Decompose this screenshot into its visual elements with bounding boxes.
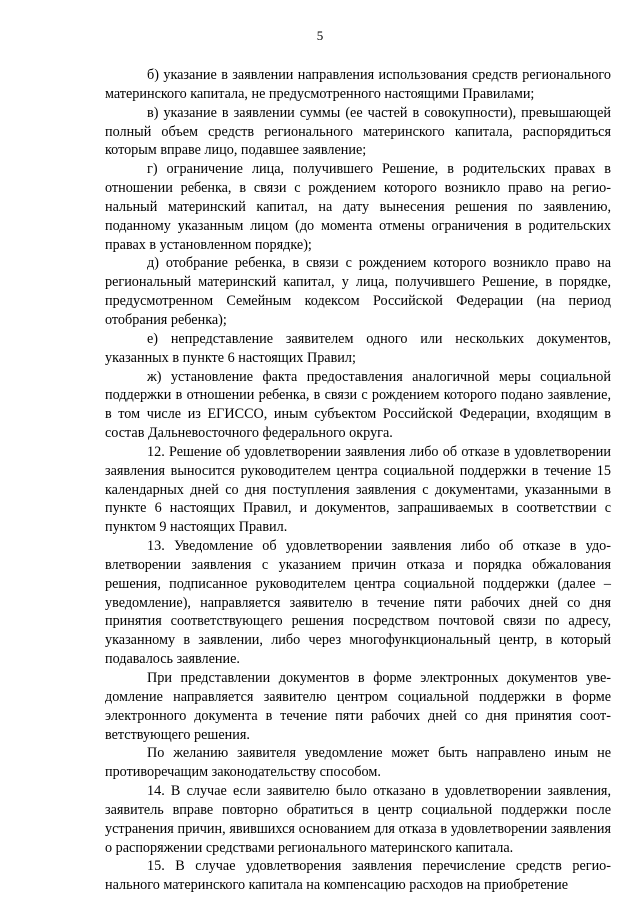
paragraph-13-other-method: По желанию заявителя уведомление может быть направлено иным не противоречащим законодательству способом.: [105, 745, 611, 781]
paragraph-14: 14. В случае если заявителю было отказано в удовлетворении заявления, заявитель вправе повторно обратиться в центр социальной поддержки после устранения причин, явившихся основанием для отказа в удовлетворении заявления о распоряжении средствами регионального материнского капитала.: [105, 783, 611, 856]
paragraph-e: е) непредставление заявителем одного или нескольких документов, указанных в пункте 6 настоящих Правил;: [105, 330, 611, 366]
document-body: [105, 66, 611, 895]
paragraph-b: б) указание в заявлении направления использования средств регионального материнского капитала, не предусмотренного настоящими Правилами;: [105, 67, 611, 102]
paragraph-d: д) отобрание ребенка, в связи с рождением которого возникло право на региональный материнский капитал, у лица, получившего Решение, в порядке, предусмотренном Семейным кодексом Российской Федерации (на период отобрания ребенка);: [105, 255, 611, 328]
paragraph-v: в) указание в заявлении суммы (ее частей в совокупности), превышающей полный объем средств регионального материнского капитала, распорядиться которым вправе лицо, подавшее заявление;: [105, 104, 611, 159]
paragraph-g: г) ограничение лица, получившего Решение, в родительских правах в отношении ребенка, в связи с рождением которого возникло право на региональный материнский капитал, на дату вынесения решения по заявлению, поданному указанным лицом (до момента отмены ограничения в родительских правах в установленном порядке);: [105, 161, 611, 253]
paragraph-13-electronic: При представлении документов в форме электронных документов уведомление направляется заявителю центром социальной поддержки в форме электронного документа в течение пяти рабочих дней со дня принятия соответствующего решения.: [105, 670, 611, 743]
paragraph-12: 12. Решение об удовлетворении заявления либо об отказе в удовлетворении заявления выносится руководителем центра социальной поддержки в течение 15 календарных дней со дня поступления заявления с документами, указанными в пункте 6 настоящих Правил, и документов, запрашиваемых в соответствии с пунктом 9 настоящих Правил.: [105, 443, 611, 536]
page-number: 5: [316, 28, 324, 43]
paragraph-15: 15. В случае удовлетворения заявления перечисление средств регионального материнского капитала на компенсацию расходов на приобретение: [105, 858, 611, 894]
paragraph-zh: ж) установление факта предоставления аналогичной меры социальной поддержки в отношении ребенка, в связи с рождением которого подано заявление, в том числе из ЕГИССО, иным субъектом Российской Федерации, входящим в состав Дальневосточного федерального округа.: [105, 368, 611, 442]
paragraph-13: 13. Уведомление об удовлетворении заявления либо об отказе в удовлетворении заявления с указанием причин отказа и порядка обжалования решения, подписанное руководителем центра социальной поддержки (далее – уведомление), направляется заявителю в течение пяти рабочих дней со дня принятия соответствующего решения посредством почтовой связи по адресу, указанному в заявлении, либо через многофункциональный центр, в который подавалось заявление.: [105, 538, 611, 668]
